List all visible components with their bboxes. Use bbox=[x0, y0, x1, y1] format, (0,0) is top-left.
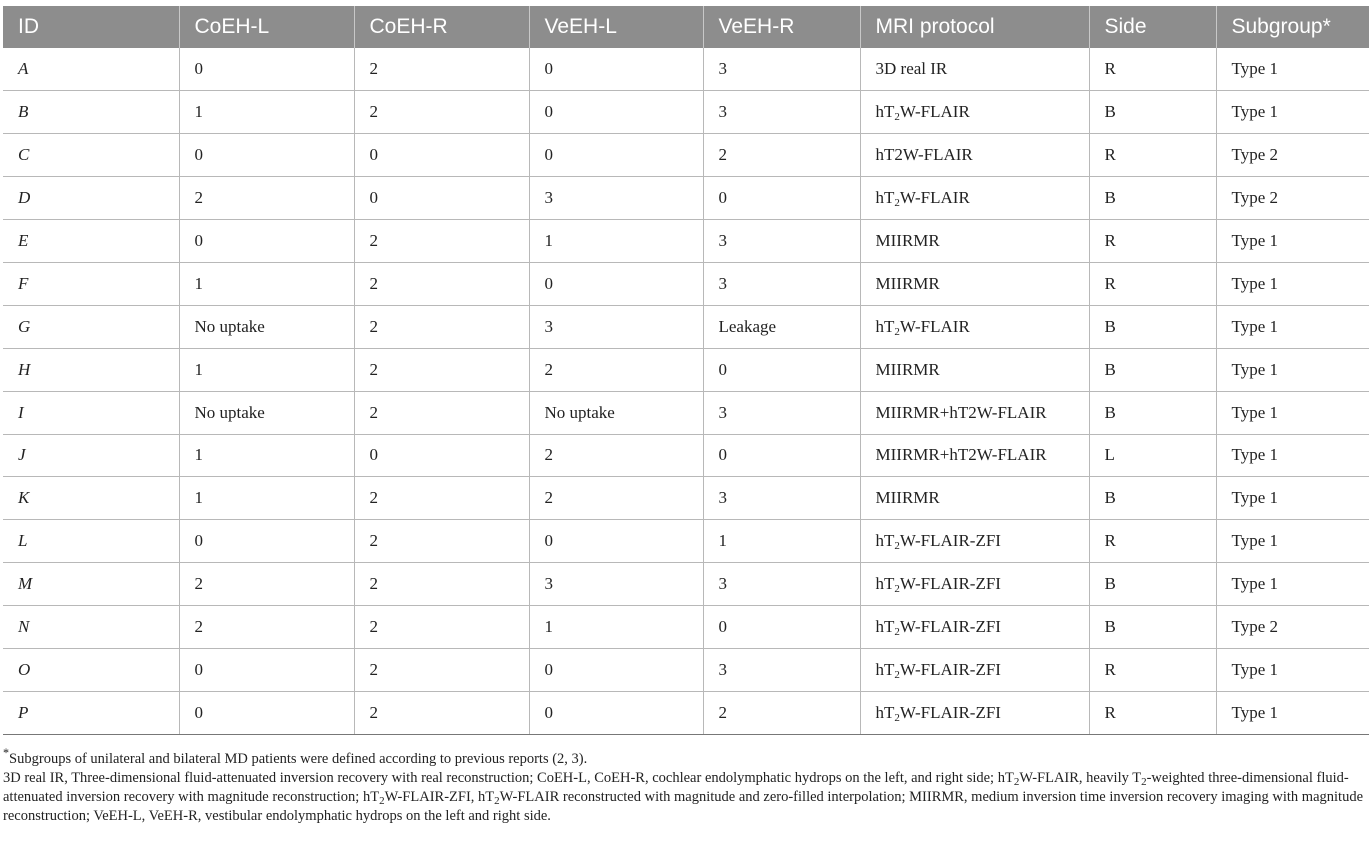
cell-veeh-l: 0 bbox=[529, 91, 703, 134]
cell-coeh-l: 1 bbox=[179, 91, 354, 134]
cell-id: E bbox=[3, 220, 179, 263]
table-row bbox=[3, 606, 1369, 649]
cell-mri-protocol: MIIRMR bbox=[860, 262, 1089, 305]
cell-id: B bbox=[3, 91, 179, 134]
hydrops-table bbox=[3, 6, 1369, 735]
table-row bbox=[3, 648, 1369, 691]
cell-mri-protocol: 3D real IR bbox=[860, 48, 1089, 91]
cell-coeh-r: 0 bbox=[354, 177, 529, 220]
cell-coeh-l: No uptake bbox=[179, 305, 354, 348]
cell-coeh-l: 0 bbox=[179, 520, 354, 563]
cell-veeh-l: 0 bbox=[529, 134, 703, 177]
cell-id: A bbox=[3, 48, 179, 91]
table-row bbox=[3, 520, 1369, 563]
cell-coeh-r: 2 bbox=[354, 262, 529, 305]
cell-subgroup: Type 1 bbox=[1216, 691, 1369, 734]
cell-mri-protocol: $hT_2W-FLAIR$-ZFI bbox=[860, 563, 1089, 606]
cell-subgroup: Type 1 bbox=[1216, 520, 1369, 563]
cell-subgroup: Type 2 bbox=[1216, 606, 1369, 649]
cell-side: R bbox=[1089, 48, 1216, 91]
cell-coeh-l: 1 bbox=[179, 262, 354, 305]
cell-id: D bbox=[3, 177, 179, 220]
header-coeh-l: CoEH-L bbox=[179, 6, 354, 48]
cell-veeh-r: 3 bbox=[703, 220, 860, 263]
cell-subgroup: Type 2 bbox=[1216, 177, 1369, 220]
cell-mri-protocol: hT2W-FLAIR bbox=[860, 134, 1089, 177]
table-row bbox=[3, 220, 1369, 263]
data-table-container bbox=[3, 6, 1369, 735]
header-side: Side bbox=[1089, 6, 1216, 48]
cell-id: N bbox=[3, 606, 179, 649]
cell-id: H bbox=[3, 348, 179, 391]
cell-mri-protocol: $hT_2W$-FLAIR bbox=[860, 305, 1089, 348]
cell-coeh-l: No uptake bbox=[179, 391, 354, 434]
cell-coeh-r: 2 bbox=[354, 691, 529, 734]
header-row bbox=[3, 6, 1369, 48]
cell-coeh-r: 2 bbox=[354, 606, 529, 649]
table-row bbox=[3, 477, 1369, 520]
cell-side: L bbox=[1089, 434, 1216, 477]
footnote: *Subgroups of unilateral and bilateral MD patients were defined according to previous reports (2, 3). bbox=[3, 746, 588, 767]
cell-veeh-l: 3 bbox=[529, 563, 703, 606]
cell-subgroup: Type 1 bbox=[1216, 391, 1369, 434]
cell-veeh-r: 1 bbox=[703, 520, 860, 563]
cell-side: R bbox=[1089, 520, 1216, 563]
cell-coeh-l: 2 bbox=[179, 177, 354, 220]
cell-veeh-r: 3 bbox=[703, 391, 860, 434]
cell-side: R bbox=[1089, 648, 1216, 691]
cell-veeh-l: 1 bbox=[529, 220, 703, 263]
cell-veeh-l: 0 bbox=[529, 648, 703, 691]
table-row bbox=[3, 48, 1369, 91]
table-row bbox=[3, 305, 1369, 348]
cell-coeh-r: 2 bbox=[354, 648, 529, 691]
cell-side: B bbox=[1089, 91, 1216, 134]
table-row bbox=[3, 691, 1369, 734]
cell-coeh-r: 2 bbox=[354, 220, 529, 263]
cell-id: J bbox=[3, 434, 179, 477]
cell-coeh-l: 2 bbox=[179, 563, 354, 606]
cell-veeh-l: 3 bbox=[529, 177, 703, 220]
table-body bbox=[3, 48, 1369, 734]
cell-veeh-r: 2 bbox=[703, 134, 860, 177]
cell-veeh-r: 3 bbox=[703, 563, 860, 606]
cell-coeh-r: 2 bbox=[354, 348, 529, 391]
cell-subgroup: Type 1 bbox=[1216, 262, 1369, 305]
cell-side: B bbox=[1089, 563, 1216, 606]
cell-mri-protocol: MIIRMR bbox=[860, 477, 1089, 520]
cell-veeh-l: 0 bbox=[529, 262, 703, 305]
cell-subgroup: Type 1 bbox=[1216, 563, 1369, 606]
cell-id: P bbox=[3, 691, 179, 734]
cell-coeh-r: 2 bbox=[354, 91, 529, 134]
cell-coeh-r: 2 bbox=[354, 563, 529, 606]
cell-coeh-l: 0 bbox=[179, 648, 354, 691]
cell-side: B bbox=[1089, 348, 1216, 391]
cell-veeh-r: 3 bbox=[703, 262, 860, 305]
cell-veeh-r: 0 bbox=[703, 606, 860, 649]
cell-side: B bbox=[1089, 606, 1216, 649]
cell-subgroup: Type 1 bbox=[1216, 91, 1369, 134]
cell-side: R bbox=[1089, 262, 1216, 305]
cell-subgroup: Type 1 bbox=[1216, 48, 1369, 91]
cell-veeh-l: 0 bbox=[529, 48, 703, 91]
cell-coeh-l: 0 bbox=[179, 220, 354, 263]
cell-coeh-l: 0 bbox=[179, 134, 354, 177]
cell-mri-protocol: $hT_2W$-FLAIR bbox=[860, 177, 1089, 220]
table-row bbox=[3, 434, 1369, 477]
cell-veeh-r: 0 bbox=[703, 434, 860, 477]
cell-veeh-l: 2 bbox=[529, 348, 703, 391]
cell-mri-protocol: MIIRMR bbox=[860, 220, 1089, 263]
table-row bbox=[3, 348, 1369, 391]
cell-subgroup: Type 1 bbox=[1216, 648, 1369, 691]
abbreviations: 3D real IR, Three-dimensional fluid-attenuated inversion recovery with real reconstruction; CoEH-L, CoEH-R, cochlear endolymphatic hydrops on the left, and right side; $hT_2W$-FLAIR, heavily $T_2$-weighted three-dimensional fluid-attenuated inversion recovery with magnitude reconstruction; $hT_2W-FLAIR$-ZFI, $hT_2W$-FLAIR reconstructed with magnitude and zero-filled interpolation; MIIRMR, medium inversion time inversion recovery imaging with magnitude reconstruction; VeEH-L, VeEH-R, vestibular endolymphatic hydrops on the left and right side. bbox=[3, 769, 1364, 824]
cell-veeh-r: 3 bbox=[703, 91, 860, 134]
cell-veeh-r: 3 bbox=[703, 477, 860, 520]
cell-side: R bbox=[1089, 691, 1216, 734]
cell-id: L bbox=[3, 520, 179, 563]
cell-subgroup: Type 1 bbox=[1216, 220, 1369, 263]
header-subgroup: Subgroup* bbox=[1216, 6, 1369, 48]
cell-side: B bbox=[1089, 391, 1216, 434]
cell-id: M bbox=[3, 563, 179, 606]
cell-veeh-l: 0 bbox=[529, 520, 703, 563]
cell-veeh-r: 3 bbox=[703, 648, 860, 691]
cell-veeh-l: No uptake bbox=[529, 391, 703, 434]
table-row bbox=[3, 177, 1369, 220]
cell-coeh-l: 1 bbox=[179, 477, 354, 520]
cell-side: B bbox=[1089, 177, 1216, 220]
cell-veeh-l: 0 bbox=[529, 691, 703, 734]
table-row bbox=[3, 262, 1369, 305]
header-id: ID bbox=[3, 6, 179, 48]
cell-veeh-r: 3 bbox=[703, 48, 860, 91]
cell-side: R bbox=[1089, 220, 1216, 263]
cell-mri-protocol: $hT_2W-FLAIR$-ZFI bbox=[860, 606, 1089, 649]
cell-coeh-l: 1 bbox=[179, 434, 354, 477]
cell-veeh-l: 2 bbox=[529, 434, 703, 477]
header-coeh-r: CoEH-R bbox=[354, 6, 529, 48]
cell-veeh-l: 2 bbox=[529, 477, 703, 520]
cell-mri-protocol: $hT_2W-FLAIR$-ZFI bbox=[860, 648, 1089, 691]
table-row bbox=[3, 134, 1369, 177]
cell-coeh-r: 2 bbox=[354, 520, 529, 563]
cell-subgroup: Type 1 bbox=[1216, 477, 1369, 520]
cell-coeh-r: 2 bbox=[354, 305, 529, 348]
cell-coeh-r: 2 bbox=[354, 48, 529, 91]
cell-mri-protocol: $hT_2W$-FLAIR bbox=[860, 91, 1089, 134]
cell-id: O bbox=[3, 648, 179, 691]
cell-coeh-r: 0 bbox=[354, 134, 529, 177]
cell-coeh-l: 0 bbox=[179, 48, 354, 91]
cell-veeh-r: 0 bbox=[703, 177, 860, 220]
cell-coeh-l: 2 bbox=[179, 606, 354, 649]
cell-veeh-r: Leakage bbox=[703, 305, 860, 348]
header-veeh-l: VeEH-L bbox=[529, 6, 703, 48]
cell-subgroup: Type 2 bbox=[1216, 134, 1369, 177]
cell-mri-protocol: $hT_2W-FLAIR$-ZFI bbox=[860, 691, 1089, 734]
cell-id: I bbox=[3, 391, 179, 434]
cell-side: B bbox=[1089, 305, 1216, 348]
cell-subgroup: Type 1 bbox=[1216, 434, 1369, 477]
cell-mri-protocol: MIIRMR+hT2W-FLAIR bbox=[860, 391, 1089, 434]
cell-veeh-l: 1 bbox=[529, 606, 703, 649]
cell-id: K bbox=[3, 477, 179, 520]
table-row bbox=[3, 91, 1369, 134]
cell-veeh-l: 3 bbox=[529, 305, 703, 348]
cell-mri-protocol: MIIRMR bbox=[860, 348, 1089, 391]
table-row bbox=[3, 391, 1369, 434]
cell-id: C bbox=[3, 134, 179, 177]
table-notes bbox=[3, 744, 1369, 826]
cell-subgroup: Type 1 bbox=[1216, 348, 1369, 391]
table-row bbox=[3, 563, 1369, 606]
cell-side: B bbox=[1089, 477, 1216, 520]
cell-coeh-l: 0 bbox=[179, 691, 354, 734]
cell-id: G bbox=[3, 305, 179, 348]
cell-mri-protocol: MIIRMR+hT2W-FLAIR bbox=[860, 434, 1089, 477]
cell-coeh-r: 0 bbox=[354, 434, 529, 477]
header-mri-protocol: MRI protocol bbox=[860, 6, 1089, 48]
cell-id: F bbox=[3, 262, 179, 305]
header-veeh-r: VeEH-R bbox=[703, 6, 860, 48]
cell-coeh-r: 2 bbox=[354, 477, 529, 520]
cell-subgroup: Type 1 bbox=[1216, 305, 1369, 348]
cell-veeh-r: 0 bbox=[703, 348, 860, 391]
cell-coeh-r: 2 bbox=[354, 391, 529, 434]
cell-side: R bbox=[1089, 134, 1216, 177]
cell-coeh-l: 1 bbox=[179, 348, 354, 391]
cell-mri-protocol: $hT_2W-FLAIR$-ZFI bbox=[860, 520, 1089, 563]
cell-veeh-r: 2 bbox=[703, 691, 860, 734]
